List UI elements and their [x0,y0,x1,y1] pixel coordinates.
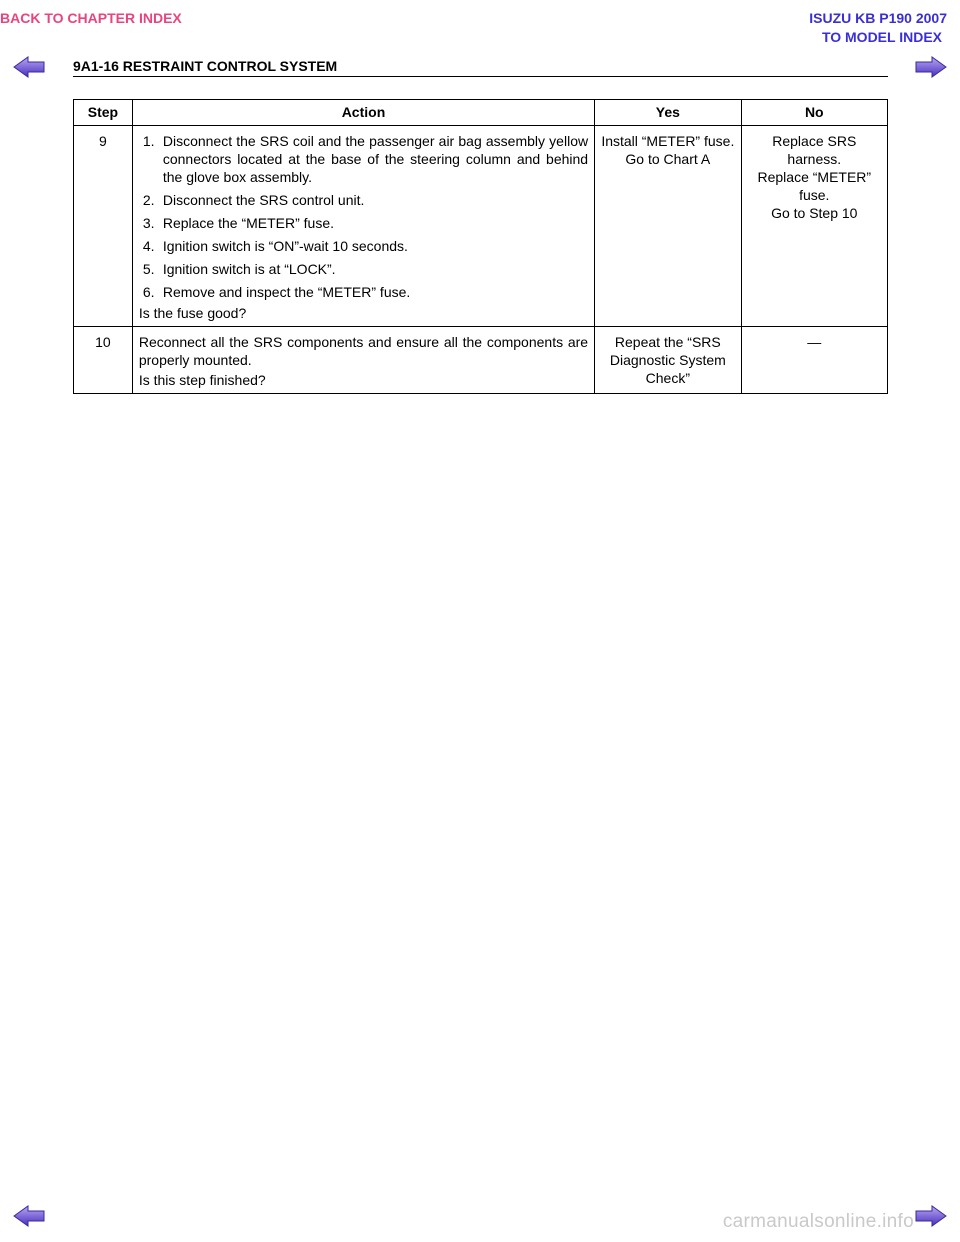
yes-line: Repeat the “SRS Diagnostic System Check” [609,334,726,386]
list-item-text: Disconnect the SRS coil and the passenger air bag assembly yellow connectors located at the base of the steering column and behind the glove box assembly. [162,133,589,185]
action-paragraph: Reconnect all the SRS components and ensure all the components are properly mounted. [138,334,589,368]
prev-page-arrow-icon[interactable] [12,56,46,78]
list-item [143,237,588,255]
next-page-arrow-bottom-icon[interactable] [914,1205,948,1227]
list-item-text: Replace the “METER” fuse. [162,215,335,231]
yes-cell [595,327,741,394]
list-item [143,214,588,232]
list-item-text: Ignition switch is at “LOCK”. [162,261,336,277]
back-to-chapter-index-link[interactable]: BACK TO CHAPTER INDEX [0,10,182,26]
yes-line: Install “METER” fuse. [601,133,735,149]
list-item [143,132,588,186]
no-line: Replace SRS harness. [772,133,857,167]
list-item-number: 1. [142,133,155,149]
list-item-number: 2. [142,192,155,208]
table-header-row [74,100,888,126]
model-index-link[interactable]: TO MODEL INDEX [821,29,942,45]
no-line: Go to Step 10 [771,205,858,221]
list-item-number: 5. [142,261,155,277]
prev-page-arrow-bottom-icon[interactable] [12,1205,46,1227]
column-header-action: Action [132,100,594,126]
yes-line: Go to Chart A [625,151,711,167]
list-item [143,283,588,301]
column-header-step: Step [74,100,133,126]
list-item-number: 3. [142,215,155,231]
page-title: 9A1-16 RESTRAINT CONTROL SYSTEM [73,58,338,74]
list-item [143,191,588,209]
step-number: 10 [74,327,133,394]
diagnostic-table [73,99,888,394]
step-question: Is the fuse good? [138,305,247,321]
list-item-text: Ignition switch is “ON”-wait 10 seconds. [162,238,408,254]
no-line: — [807,334,822,350]
list-item-number: 6. [142,284,155,300]
list-item-number: 4. [142,238,155,254]
column-header-no: No [741,100,887,126]
list-item-text: Disconnect the SRS control unit. [162,192,365,208]
action-cell [132,327,594,394]
column-header-yes: Yes [595,100,741,126]
next-page-arrow-icon[interactable] [914,56,948,78]
no-cell [741,126,887,327]
no-line: Replace “METER” fuse. [757,169,872,203]
table-row [74,126,888,327]
yes-cell [595,126,741,327]
action-steps-list [139,132,588,301]
model-title-link[interactable]: ISUZU KB P190 2007 [809,10,947,26]
list-item-text: Remove and inspect the “METER” fuse. [162,284,411,300]
no-cell [741,327,887,394]
watermark: carmanualsonline.info [722,1211,914,1232]
action-cell [132,126,594,327]
step-number: 9 [74,126,133,327]
step-question: Is this step finished? [138,372,266,388]
table-row [74,327,888,394]
page-header [73,58,888,77]
list-item [143,260,588,278]
